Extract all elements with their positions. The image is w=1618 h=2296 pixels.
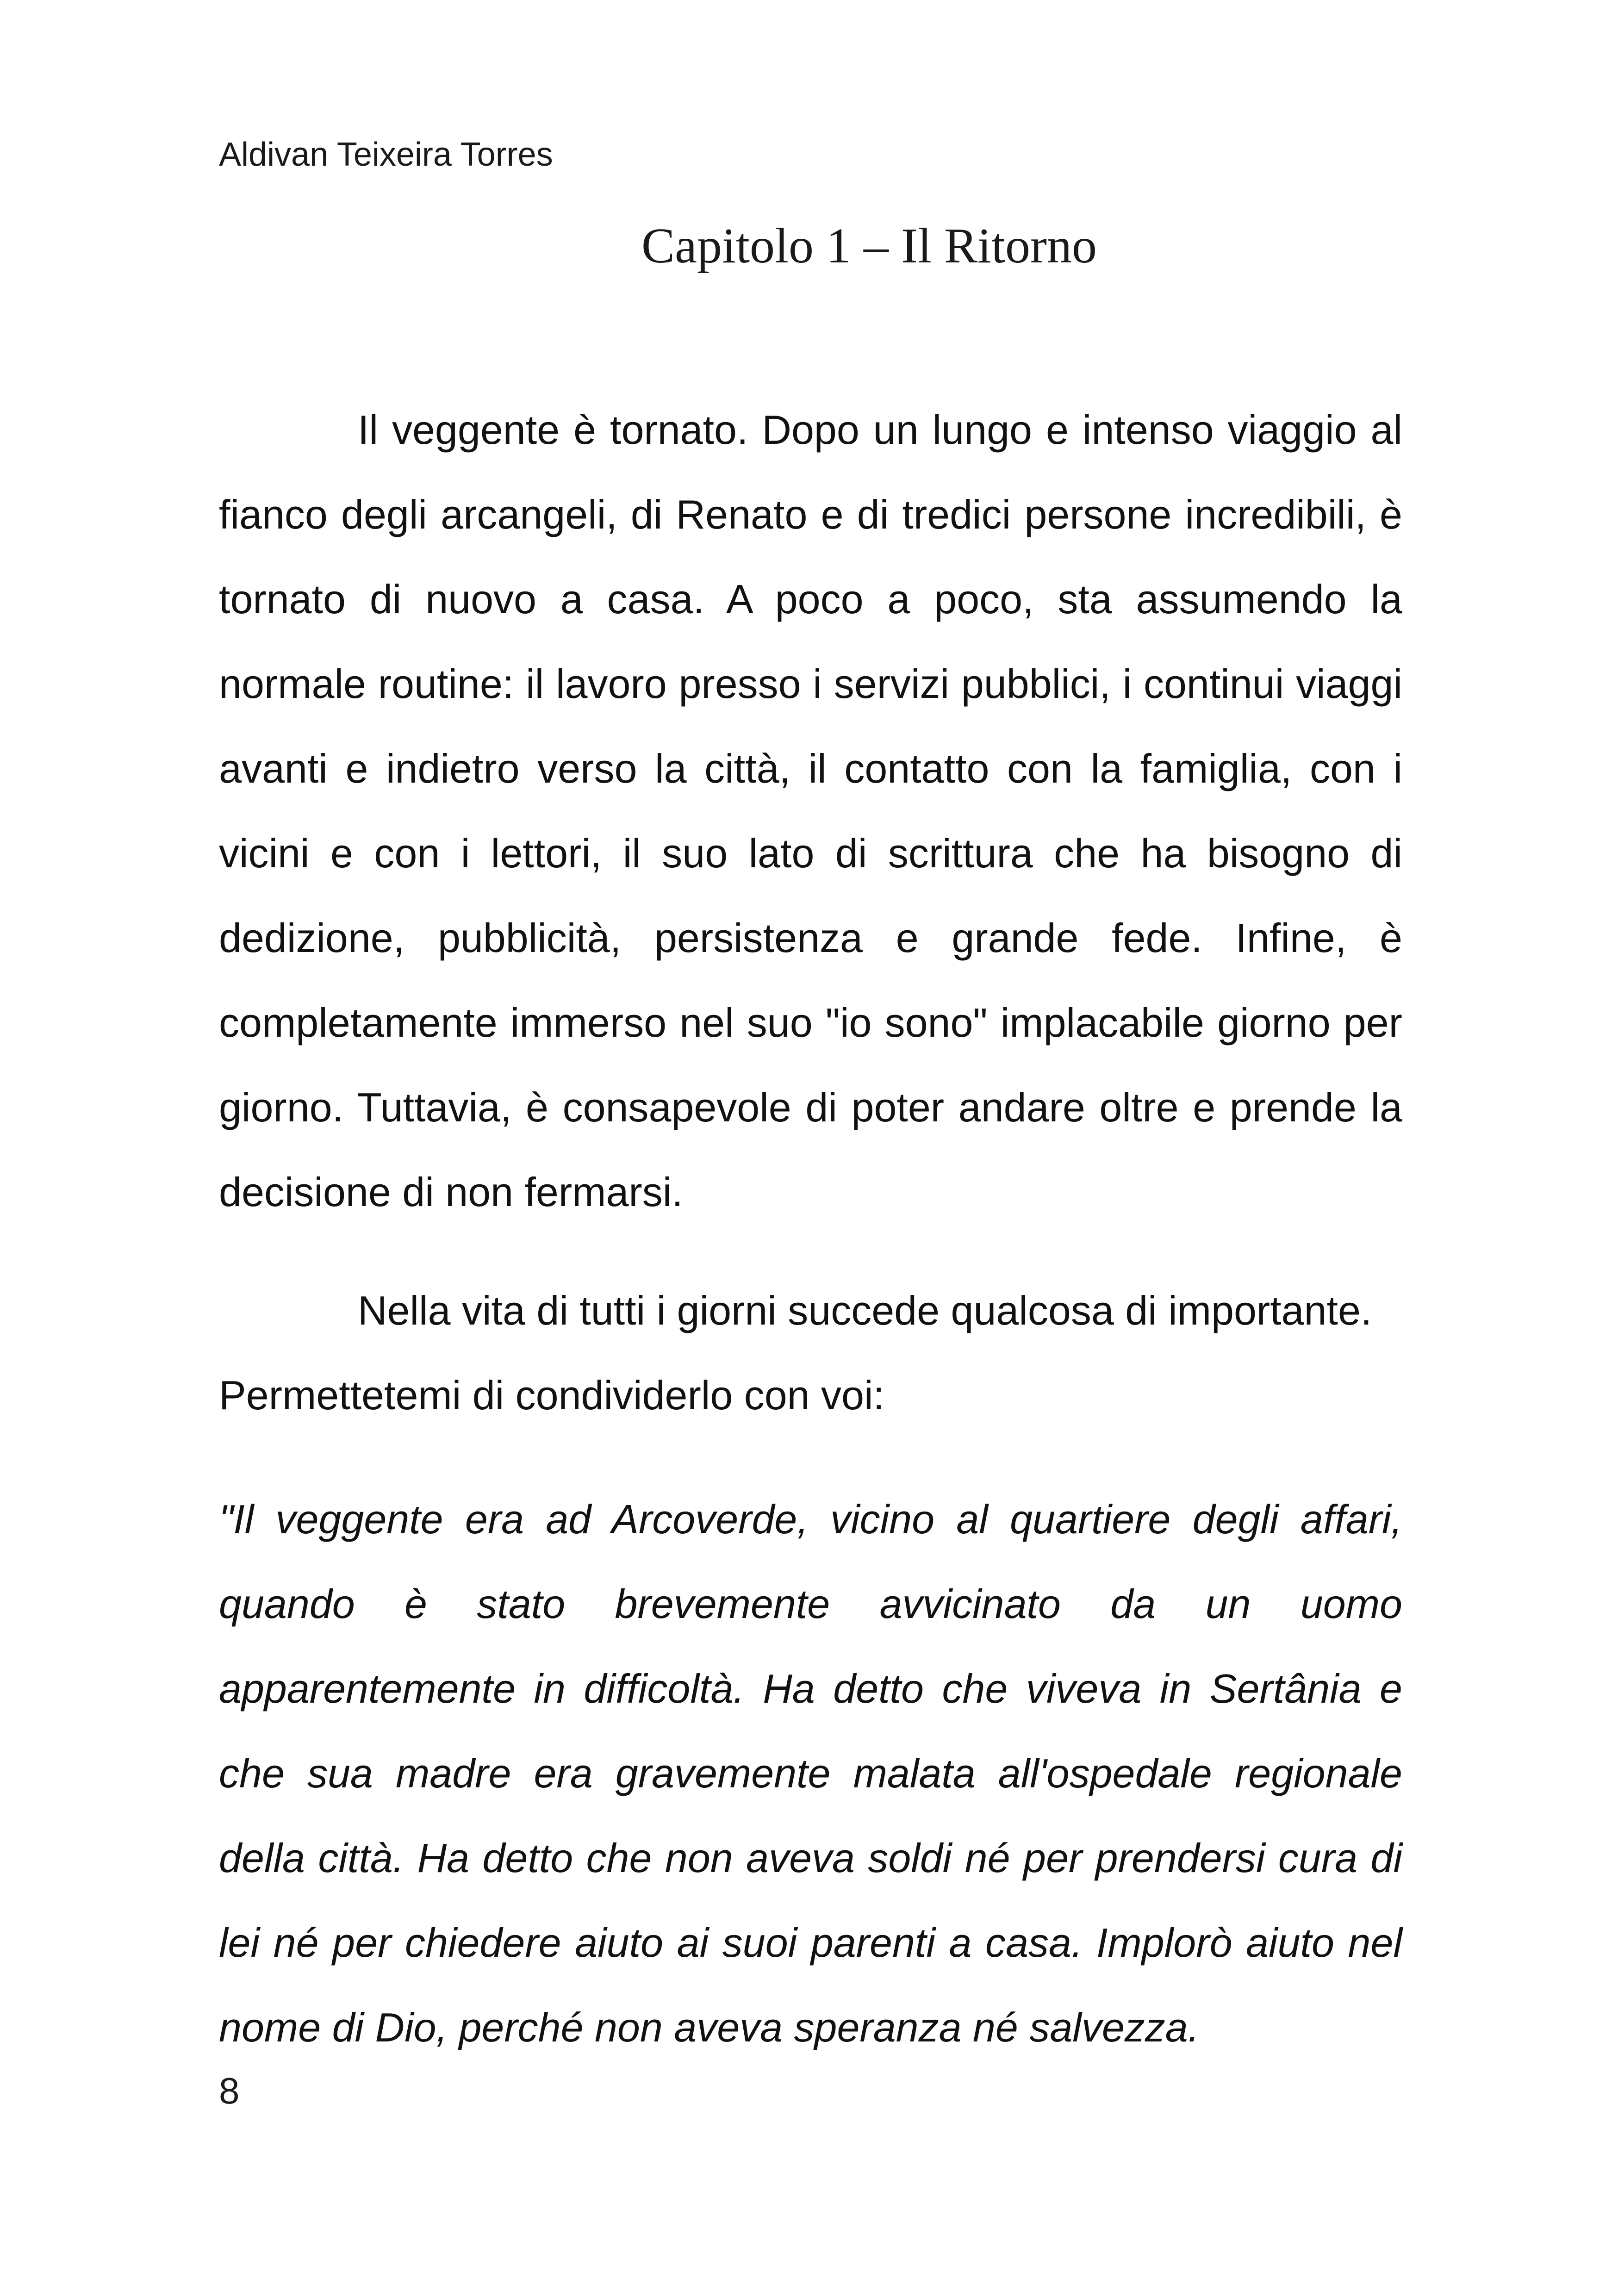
paragraph-1: Il veggente è tornato. Dopo un lungo e intenso viaggio al fianco degli arcangeli, di Renato e di tredici persone incredibili, è tornato di nuovo a casa. A poco a poco, sta assumendo la normale routine: il lavoro presso i servizi pubblici, i continui viaggi avanti e indietro verso la città, il contatto con la famiglia, con i vicini e con i lettori, il suo lato di scrittura che ha bisogno di dedizione, pubblicità, persistenza e grande fede. Infine, è completamente immerso nel suo "io sono" implacabile giorno per giorno. Tuttavia, è consapevole di poter andare oltre e prende la decisione di non fermarsi. xyxy=(219,407,1402,1215)
page-number: 8 xyxy=(219,2070,240,2111)
running-header-author: Aldivan Teixeira Torres xyxy=(219,136,553,173)
paragraph-quote: "Il veggente era ad Arcoverde, vicino al quartiere degli affari, quando è stato brevemente avvicinato da un uomo apparentemente in difficoltà. Ha detto che viveva in Sertânia e che sua madre era gravemente malata all'ospedale regionale della città. Ha detto che non aveva soldi né per prendersi cura di lei né per chiedere aiuto ai suoi parenti a casa. Implorò aiuto nel nome di Dio, perché non aveva speranza né salvezza. xyxy=(219,1496,1402,2050)
paragraph-2: Nella vita di tutti i giorni succede qualcosa di importante. Permettetemi di condividerlo con voi: xyxy=(219,1288,1372,1418)
chapter-title: Capitolo 1 – Il Ritorno xyxy=(641,218,1097,274)
